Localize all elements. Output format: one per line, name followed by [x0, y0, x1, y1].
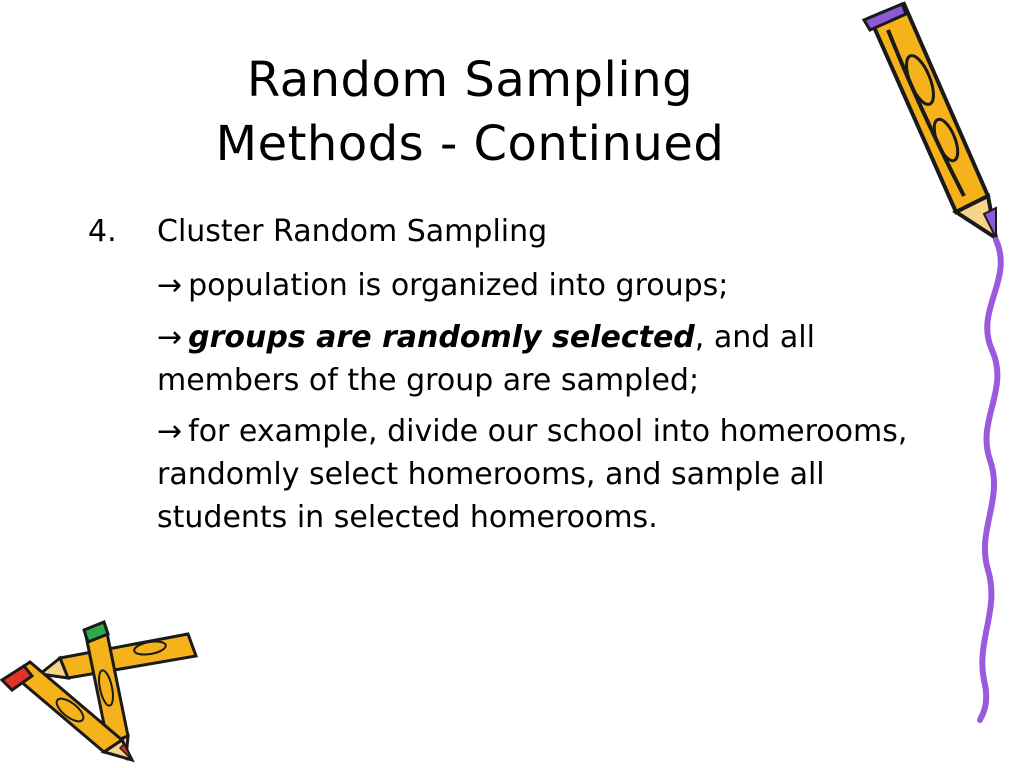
arrow-icon: → [157, 320, 183, 355]
arrow-icon: → [157, 414, 183, 449]
pencil-icon [860, 0, 1010, 245]
arrow-icon: → [157, 268, 183, 303]
bullet-text: , and all members of the group are sampled; [157, 320, 815, 398]
bullet-point-3 [157, 410, 937, 539]
bullet-text: for example, divide our school into homerooms, randomly select homerooms, and sample all students in selected homerooms. [157, 414, 908, 535]
bullet-text: population is organized into groups; [188, 268, 729, 303]
bullet-point-1 [157, 264, 937, 307]
title-line-2: Methods - Continued [215, 116, 725, 172]
wavy-line [970, 240, 1020, 720]
title-line-1: Random Sampling [246, 52, 694, 108]
list-number: 4. [88, 214, 117, 249]
list-item-heading: Cluster Random Sampling [157, 214, 548, 249]
pencils-icon [0, 618, 210, 763]
bullet-point-2 [157, 316, 937, 402]
emphasis-text: groups are randomly selected [188, 320, 695, 355]
slide-title [110, 48, 830, 176]
